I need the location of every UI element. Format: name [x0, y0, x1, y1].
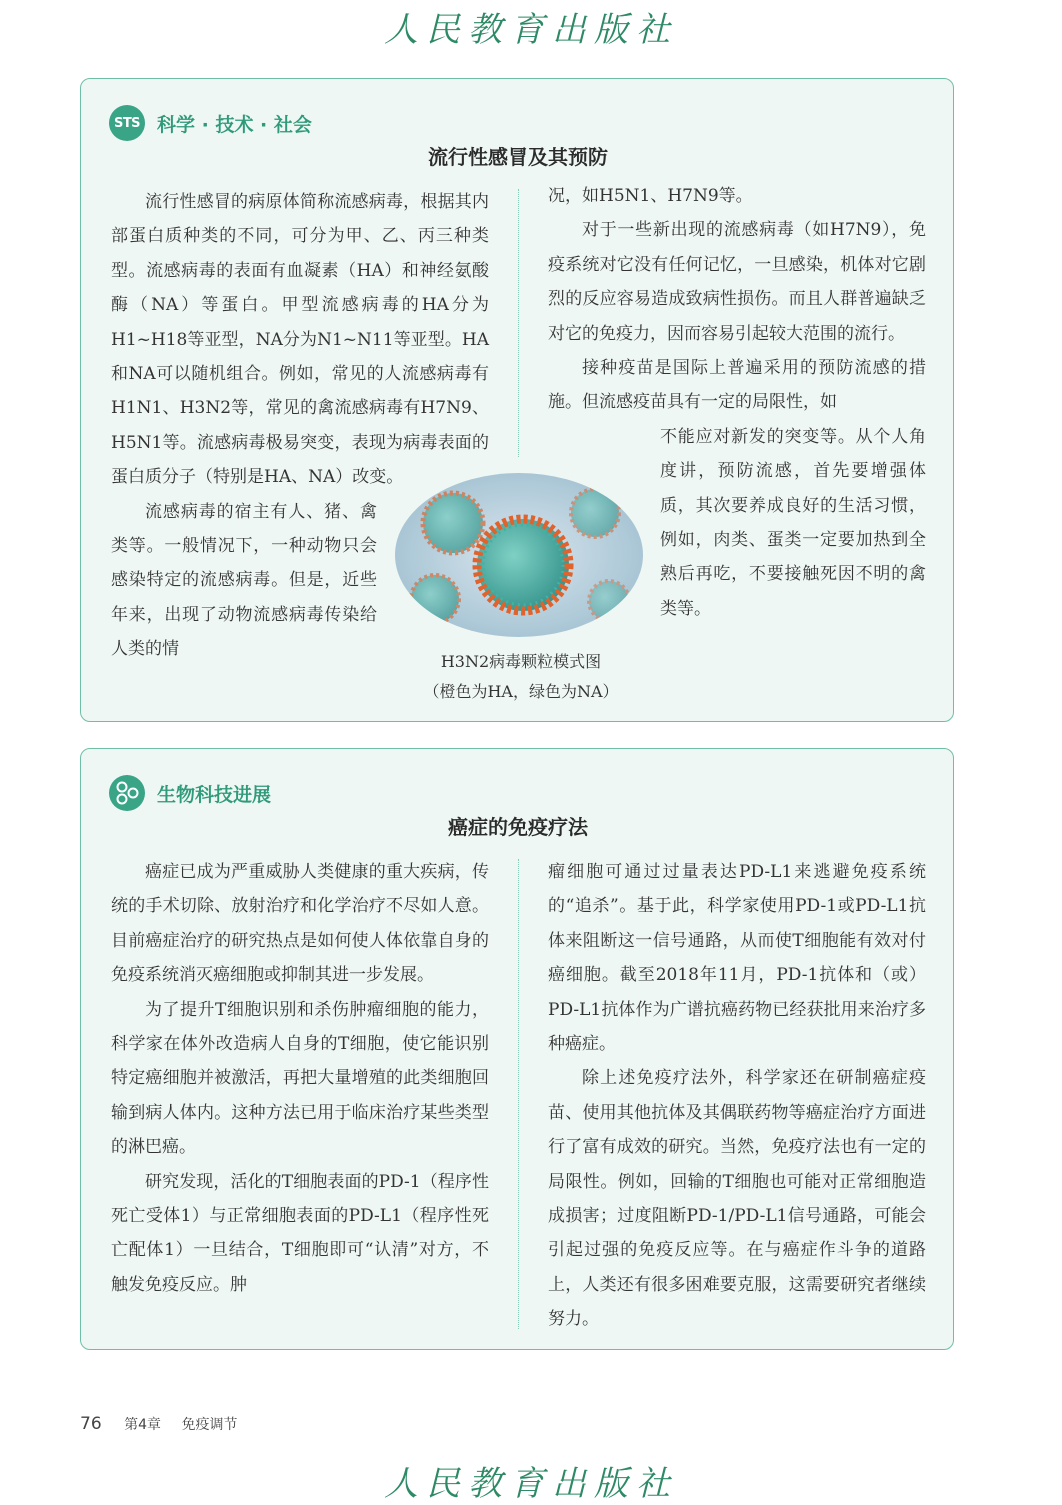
page-footer [80, 1414, 253, 1434]
sts-right-p3: 接种疫苗是国际上普遍采用的预防流感的措施。但流感疫苗具有一定的局限性，如 [548, 358, 926, 413]
sts-left-p1: 流行性感冒的病原体简称流感病毒，根据其内部蛋白质种类的不同，可分为甲、乙、丙三种类型。流感病毒的表面有血凝素（HA）和神经氨酸酶（NA）等蛋白。甲型流感病毒的HA分为H1~H18等亚型，NA分为N1~N11等亚型。HA和NA可以随机组合。例如，常见的人流感病毒有H1N1、H3N2等，常见的禽流感病毒有H7N9、H5N1等。流感病毒极易突变，表现为病毒表面的蛋白质分子（特别是HA、NA）改变。 [111, 192, 489, 488]
publisher-logo-bottom: 人民教育出版社 [384, 1464, 678, 1504]
sts-header [109, 105, 312, 141]
biotech-right-column [548, 855, 926, 1337]
sts-right-p2: 对于一些新出现的流感病毒（如H7N9），免疫系统对它没有任何记忆，一旦感染，机体对它剧烈的反应容易造成致病性损伤。而且人群普遍缺乏对它的免疫力，因而容易引起较大范围的流行。 [548, 220, 926, 344]
sts-right-p1: 况，如H5N1、H7N9等。 [548, 186, 753, 206]
chapter-title: 免疫调节 [181, 1417, 238, 1433]
publisher-logo-top: 人民教育出版社 [384, 10, 678, 50]
biotech-right-p2: 除上述免疫疗法外，科学家还在研制癌症疫苗、使用其他抗体及其偶联药物等癌症治疗方面进行了富有成效的研究。当然，免疫疗法也有一定的局限性。例如，回输的T细胞也可能对正常细胞造成损害；过度阻断PD-1/PD-L1信号通路，可能会引起过强的免疫反应等。在与癌症作斗争的道路上，人类还有很多困难要克服，这需要研究者继续努力。 [548, 1068, 926, 1330]
sts-right-p3-cont: 不能应对新发的突变等。从个人角度讲，预防流感，首先要增强体质，其次要养成良好的生活习惯，例如，肉类、蛋类一定要加热到全熟后再吃，不要接触死因不明的禽类等。 [660, 426, 926, 619]
biotech-kicker: 生物科技进展 [157, 783, 272, 806]
virus-illustration-icon [395, 473, 643, 637]
sts-kicker: 科学 · 技术 · 社会 [157, 113, 312, 136]
sts-title: 流行性感冒及其预防 [428, 145, 608, 169]
sts-left-p2: 流感病毒的宿主有人、猪、禽类等。一般情况下，一种动物只会感染特定的流感病毒。但是，近些年来，出现了动物流感病毒传染给人类的情 [111, 501, 377, 660]
sts-column-divider [518, 189, 519, 457]
biotech-left-column [111, 855, 489, 1302]
biotech-cells-icon [109, 775, 145, 811]
virus-caption [381, 647, 661, 707]
biotech-column-divider [518, 859, 519, 1329]
biotech-left-p1: 癌症已成为严重威胁人类健康的重大疾病，传统的手术切除、放射治疗和化学治疗不尽如人意。目前癌症治疗的研究热点是如何使人体依靠自身的免疫系统消灭癌细胞或抑制其进一步发展。 [111, 862, 489, 986]
page-number: 76 [80, 1414, 102, 1434]
biotech-header [109, 775, 271, 811]
sts-badge-icon: STS [109, 105, 145, 141]
h3n2-virus-image [395, 473, 643, 637]
virus-caption-line2: （橙色为HA，绿色为NA） [423, 682, 619, 701]
sts-box [80, 78, 954, 722]
biotech-title: 癌症的免疫疗法 [448, 815, 588, 839]
biotech-box [80, 748, 954, 1350]
virus-caption-line1: H3N2病毒颗粒模式图 [440, 652, 602, 671]
chapter-label: 第4章 [124, 1417, 162, 1433]
biotech-left-p3: 研究发现，活化的T细胞表面的PD-1（程序性死亡受体1）与正常细胞表面的PD-L1（程序性死亡配体1）一旦结合，T细胞即可“认清”对方，不触发免疫反应。肿 [111, 1171, 489, 1295]
biotech-right-p1: 瘤细胞可通过过量表达PD-L1来逃避免疫系统的“追杀”。基于此，科学家使用PD-1或PD-L1抗体来阻断这一信号通路，从而使T细胞能有效对付癌细胞。截至2018年11月，PD-1抗体和（或）PD-L1抗体作为广谱抗癌药物已经获批用来治疗多种癌症。 [548, 862, 926, 1055]
biotech-left-p2: 为了提升T细胞识别和杀伤肿瘤细胞的能力，科学家在体外改造病人自身的T细胞，使它能识别特定癌细胞并被激活，再把大量增殖的此类细胞回输到病人体内。这种方法已用于临床治疗某些类型的淋巴癌。 [111, 999, 489, 1158]
